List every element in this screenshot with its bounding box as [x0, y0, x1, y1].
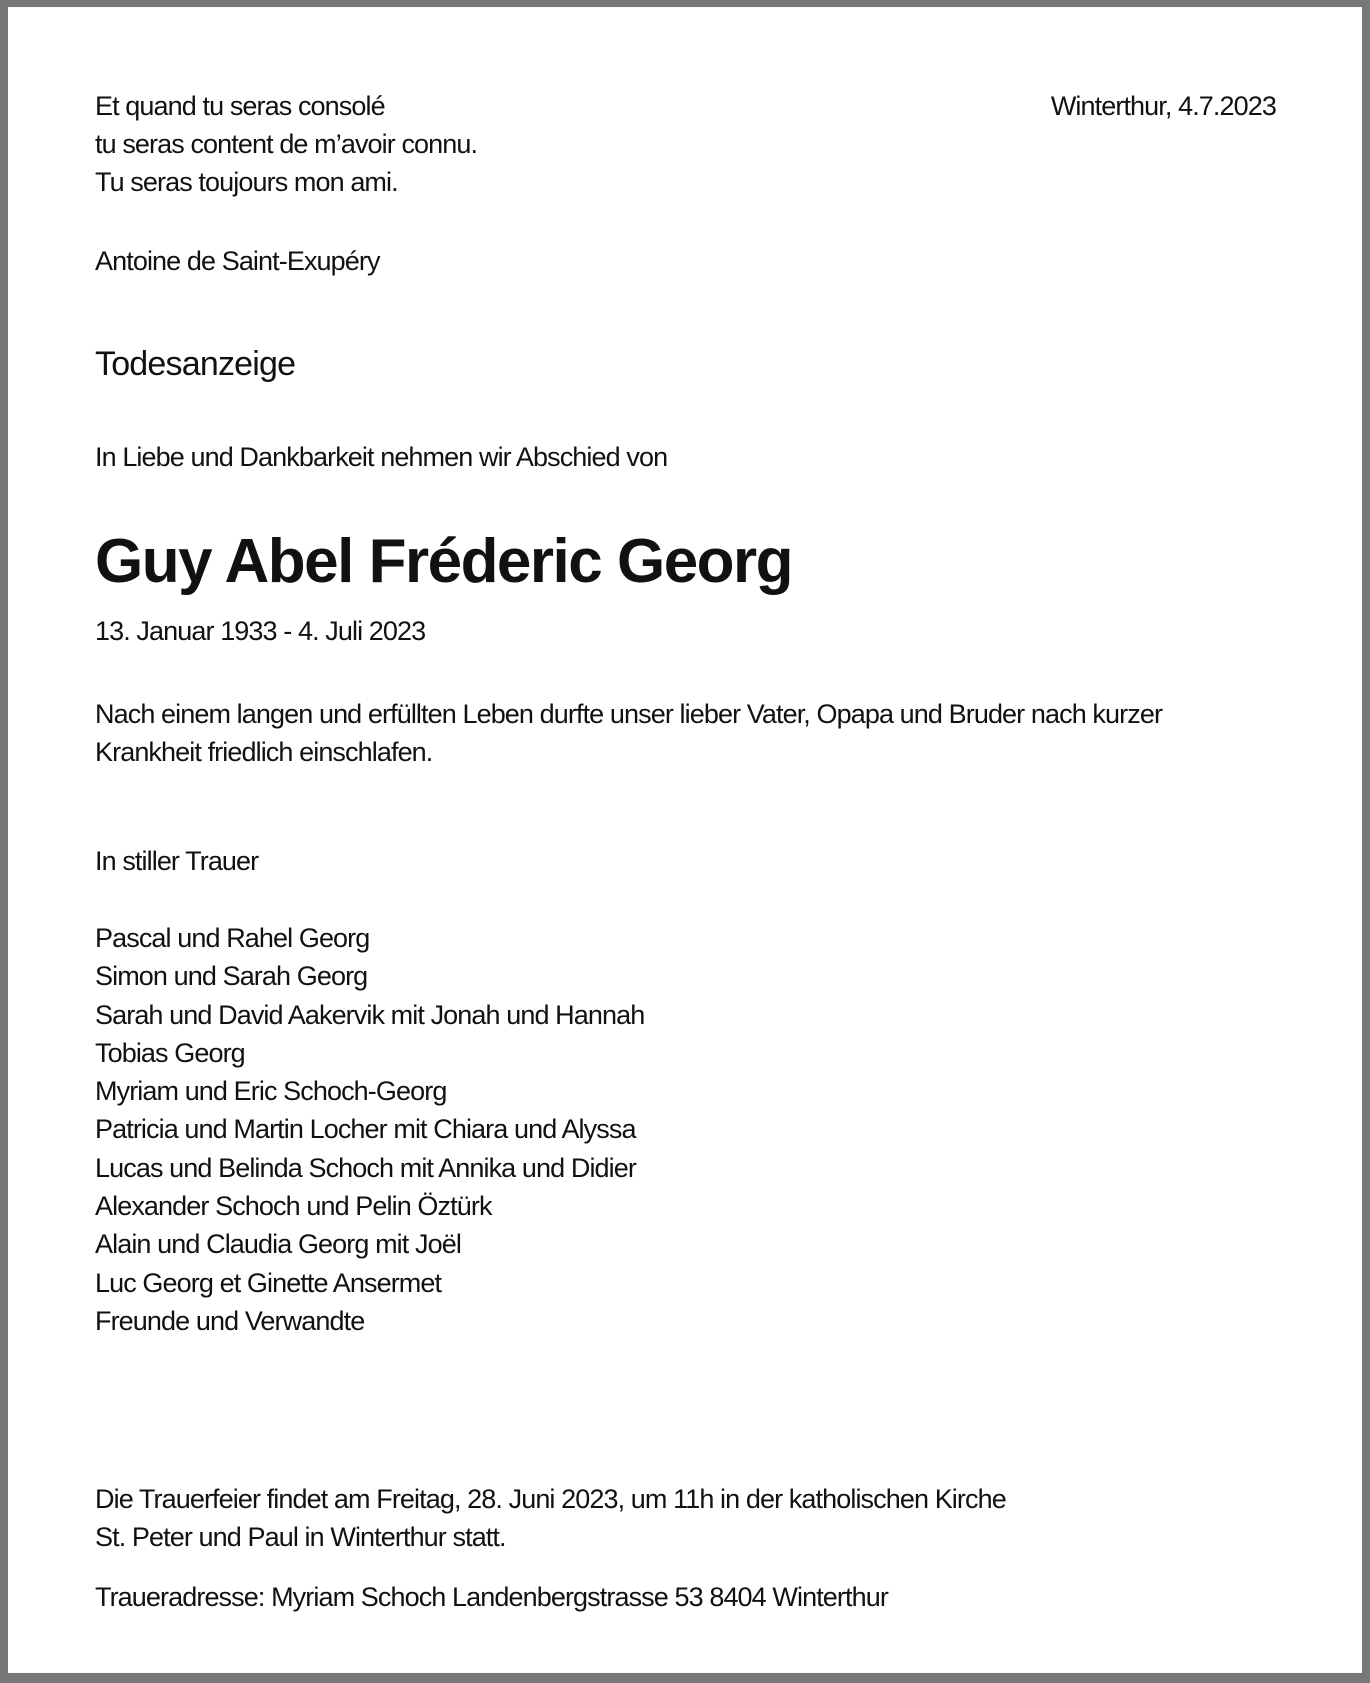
mourner: Luc Georg et Ginette Ansermet [95, 1267, 442, 1298]
quote-line: Tu seras toujours mon ami. [95, 167, 398, 197]
intro-text: In Liebe und Dankbarkeit nehmen wir Abschied von [95, 442, 668, 472]
message-line: Nach einem langen und erfüllten Leben durfte unser lieber Vater, Opapa und Bruder nach kurzer [95, 699, 1163, 729]
message-line: Krankheit friedlich einschlafen. [95, 737, 433, 767]
message [95, 695, 1162, 771]
mourning-label: In stiller Trauer [95, 846, 259, 876]
mourners-list [95, 919, 644, 1340]
mourner: Myriam und Eric Schoch-Georg [95, 1076, 447, 1107]
mourner: Lucas und Belinda Schoch mit Annika und Didier [95, 1152, 636, 1183]
quote [95, 87, 477, 201]
mourner: Freunde und Verwandte [95, 1305, 365, 1336]
mourner: Alain und Claudia Georg mit Joël [95, 1229, 461, 1260]
mourner: Alexander Schoch und Pelin Öztürk [95, 1191, 492, 1222]
deceased-name: Guy Abel Fréderic Georg [95, 527, 793, 596]
place-date: Winterthur, 4.7.2023 [1050, 91, 1276, 121]
mourner: Pascal und Rahel Georg [95, 923, 370, 953]
life-dates: 13. Januar 1933 - 4. Juli 2023 [95, 616, 426, 646]
mourner: Simon und Sarah Georg [95, 961, 368, 992]
quote-author: Antoine de Saint-Exupéry [95, 246, 380, 276]
heading: Todesanzeige [95, 345, 296, 383]
mourner: Patricia und Martin Locher mit Chiara und Alyssa [95, 1114, 636, 1145]
mourner: Tobias Georg [95, 1037, 245, 1068]
ceremony-line: St. Peter und Paul in Winterthur statt. [95, 1522, 506, 1552]
ceremony-line: Die Trauerfeier findet am Freitag, 28. Juni 2023, um 11h in der katholischen Kirche [95, 1484, 1006, 1514]
quote-line: tu seras content de m’avoir connu. [95, 129, 478, 159]
quote-line: Et quand tu seras consolé [95, 91, 385, 121]
ceremony-info [95, 1480, 1006, 1556]
mourning-address: Traueradresse: Myriam Schoch Landenbergstrasse 53 8404 Winterthur [95, 1582, 888, 1612]
obituary-page [8, 7, 1362, 1673]
mourner: Sarah und David Aakervik mit Jonah und Hannah [95, 999, 645, 1030]
